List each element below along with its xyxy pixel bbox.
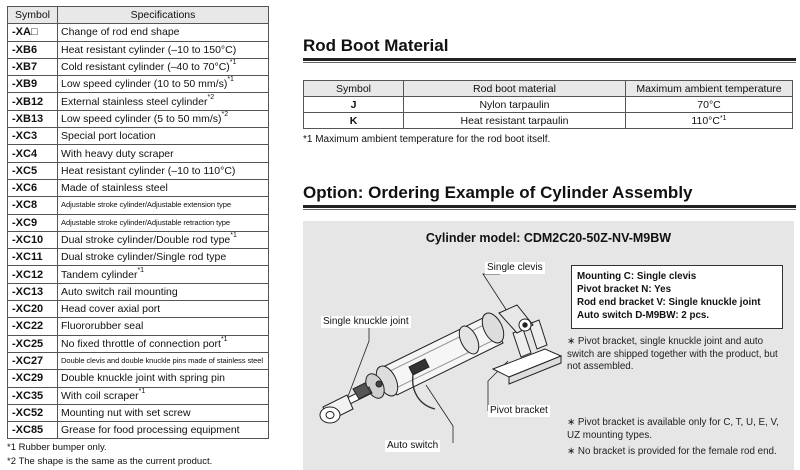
single-clevis-leader [483,274,507,311]
spec-symbol: -XC20 [8,301,58,318]
spec-footnote-mark: *1 [229,59,237,67]
rod-boot-header-row [304,81,793,97]
footnote-1: *1 Rubber bumper only. [7,442,107,453]
option-title: Option: Ordering Example of Cylinder Assembly [303,183,693,202]
assembly-note-3: ∗ No bracket is provided for the female rod end. [567,446,777,457]
boot-symbol-header: Symbol [304,81,404,97]
spec-description [58,179,269,196]
spec-table-header [8,7,269,24]
spec-text: Fluororubber seal [61,320,144,333]
spec-text: Change of rod end shape [61,26,180,39]
spec-description [58,93,269,110]
spec-text: Cold resistant cylinder (–40 to 70°C) [61,61,230,74]
table-row [8,283,269,300]
spec-text: Grease for food processing equipment [61,424,240,437]
single-clevis-label: Single clevis [487,262,543,273]
table-row [8,318,269,335]
spec-symbol: -XC6 [8,179,58,196]
spec-description [58,231,269,248]
spec-text: Adjustable stroke cylinder/Adjustable extension type [61,200,231,210]
boot-symbol: J [304,97,404,113]
config-line: Mounting C: Single clevis [577,271,697,282]
spec-text: Head cover axial port [61,303,161,316]
spec-text: Heat resistant cylinder (–10 to 150°C) [61,43,237,56]
spec-symbol: -XA□ [8,24,58,41]
spec-symbol: -XC8 [8,197,58,214]
spec-description [58,214,269,231]
spec-description [58,266,269,283]
spec-text: Double knuckle joint with spring pin [61,372,226,385]
spec-text: Made of stainless steel [61,182,168,195]
table-row [8,179,269,196]
table-row [8,249,269,266]
table-row [8,76,269,93]
rod-and-knuckle-shape [320,383,372,423]
spec-text: Heat resistant cylinder (–10 to 110°C) [61,164,236,177]
spec-text: Dual stroke cylinder/Double rod type [61,234,231,246]
spec-text: With heavy duty scraper [61,147,174,160]
auto-switch-label: Auto switch [387,440,439,451]
table-row [8,370,269,387]
rod-boot-title: Rod Boot Material [303,36,449,55]
rod-boot-title-rule [303,58,796,63]
spec-symbol: -XC85 [8,422,58,439]
table-row [8,301,269,318]
spec-description [58,58,269,75]
spec-footnote-mark: *1 [227,76,234,84]
table-row [8,93,269,110]
spec-description [58,352,269,369]
spec-description [58,404,269,421]
boot-temp [626,113,793,129]
boot-symbol: K [304,113,404,129]
table-row [8,24,269,41]
spec-symbol: -XC29 [8,370,58,387]
spec-description [58,370,269,387]
spec-description [58,145,269,162]
spec-description [58,41,269,58]
table-row [8,110,269,127]
table-row [8,214,269,231]
configuration-box [571,265,783,329]
spec-text: Dual stroke cylinder/Single rod type [61,251,227,264]
spec-description [58,422,269,439]
pivot-bracket-label: Pivot bracket [490,405,548,416]
table-row [8,404,269,421]
table-row [304,97,793,113]
single-clevis-shape [499,305,533,333]
table-row [8,41,269,58]
boot-temp-header: Maximum ambient temperature [626,81,793,97]
spec-text: Adjustable stroke cylinder/Adjustable retraction type [61,217,231,227]
table-row [8,145,269,162]
boot-material: Nylon tarpaulin [404,97,626,113]
spec-text: With coil scraper [61,389,139,402]
spec-symbol: -XC52 [8,404,58,421]
spec-text: Double clevis and double knuckle pins made of stainless steel [61,356,264,366]
table-row [8,128,269,145]
spec-symbol: -XC10 [8,231,58,248]
spec-symbol: -XC5 [8,162,58,179]
spec-symbol: -XB13 [8,110,58,127]
spec-footnote-mark: *1 [230,232,237,239]
footnote-2: *2 The shape is the same as the current product. [7,455,213,467]
boot-temp: 70°C [626,97,793,113]
spec-footnote-mark: *1 [138,387,146,395]
config-line: Rod end bracket V: Single knuckle joint [577,297,761,308]
spec-description [58,24,269,41]
spec-symbol: -XC35 [8,387,58,404]
spec-symbol: -XB12 [8,93,58,110]
spec-description [58,301,269,318]
boot-material: Heat resistant tarpaulin [404,113,626,129]
specifications-column-header: Specifications [58,7,269,24]
spec-text: Mounting nut with set screw [61,406,191,419]
assembly-note-2: ∗ Pivot bracket is available only for C, T, U, E, V, UZ mounting types. [567,417,779,441]
spec-symbol: -XC9 [8,214,58,231]
spec-symbol: -XC27 [8,352,58,369]
spec-text: Special port location [61,130,156,143]
spec-description [58,283,269,300]
table-row [8,422,269,439]
spec-footnote-mark: *1 [220,335,228,343]
single-knuckle-joint-label: Single knuckle joint [323,316,409,327]
table-row [8,231,269,248]
spec-description [58,197,269,214]
spec-description [58,128,269,145]
cylinder-model-title: Cylinder model: CDM2C20-50Z-NV-M9BW [425,231,672,245]
table-row [8,352,269,369]
spec-symbol: -XC25 [8,335,58,352]
spec-description [58,387,269,404]
spec-text: External stainless steel cylinder [61,95,208,108]
table-row [8,266,269,283]
boot-material-header: Rod boot material [404,81,626,97]
spec-symbol: -XB9 [8,76,58,93]
spec-symbol: -XC13 [8,283,58,300]
table-row [8,162,269,179]
assembly-note-1: ∗ Pivot bracket, single knuckle joint and auto switch are shipped together with the product, but not assembled. [567,336,778,372]
spec-symbol: -XB6 [8,41,58,58]
boot-temp-footnote-mark: *1 [719,114,727,122]
spec-footnotes [7,441,212,468]
spec-footnote-mark: *2 [207,93,215,101]
table-row [8,387,269,404]
spec-text: Auto switch rail mounting [61,285,178,298]
spec-description [58,335,269,352]
specifications-table [7,6,269,439]
option-title-rule [303,205,796,210]
spec-symbol: -XC3 [8,128,58,145]
spec-symbol: -XB7 [8,58,58,75]
spec-text: No fixed throttle of connection port [61,337,221,350]
spec-symbol: -XC22 [8,318,58,335]
spec-description [58,318,269,335]
rod-boot-footnote: *1 Maximum ambient temperature for the rod boot itself. [303,134,551,145]
spec-footnote-mark: *2 [221,110,229,118]
spec-footnote-mark: *1 [137,266,145,274]
rod-boot-table [303,80,793,129]
boot-temp-value: 110°C [691,114,720,127]
spec-text: Tandem cylinder [61,268,138,281]
spec-text: Low speed cylinder (10 to 50 mm/s) [61,78,228,91]
table-row [8,197,269,214]
spec-symbol: -XC12 [8,266,58,283]
table-row [8,335,269,352]
config-line: Pivot bracket N: Yes [577,284,672,295]
spec-symbol: -XC4 [8,145,58,162]
spec-symbol: -XC11 [8,249,58,266]
table-row [304,113,793,129]
spec-description [58,249,269,266]
table-row [8,58,269,75]
auto-switch-leader [426,385,453,443]
spec-description [58,110,269,127]
assembly-example-panel [303,221,794,470]
config-line: Auto switch D-M9BW: 2 pcs. [577,310,710,321]
spec-text: Low speed cylinder (5 to 50 mm/s) [61,112,222,125]
symbol-column-header: Symbol [8,7,58,24]
spec-description [58,76,269,93]
spec-description [58,162,269,179]
